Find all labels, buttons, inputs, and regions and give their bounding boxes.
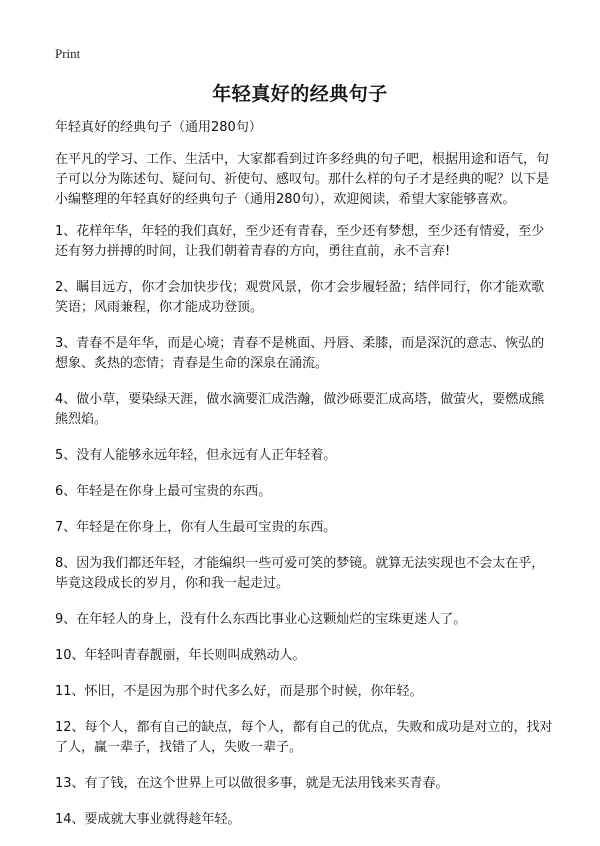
quote-item: 4、做小草，要染绿天涯，做水滴要汇成浩瀚，做沙砾要汇成高塔，做萤火，要燃成熊熊烈焰。 [55, 392, 545, 427]
print-link[interactable]: Print [55, 46, 81, 61]
quote-item: 9、在年轻人的身上，没有什么东西比事业心这颗灿烂的宝珠更迷人了。 [55, 612, 467, 627]
quote-item: 10、年轻叫青春靓丽，年长则叫成熟动人。 [55, 648, 306, 663]
quote-item: 3、青春不是年华，而是心境；青春不是桃面、丹唇、柔膝，而是深沉的意志、恢弘的想象、炙热的恋情；青春是生命的深泉在涌流。 [55, 336, 545, 371]
quote-item: 6、年轻是在你身上最可宝贵的东西。 [55, 484, 272, 499]
quote-item: 12、每个人，都有自己的缺点，每个人，都有自己的优点，失败和成功是对立的，找对了人，赢一辈子，找错了人，失败一辈子。 [55, 720, 553, 755]
quote-item: 11、怀旧，不是因为那个时代多么好，而是那个时候，你年轻。 [55, 684, 423, 699]
quote-item: 8、因为我们都还年轻，才能编织一些可爱可笑的梦镜。就算无法实现也不会太在乎，毕竟这段成长的岁月，你和我一起走过。 [55, 556, 545, 591]
page-title: 年轻真好的经典句子 [212, 83, 388, 105]
quote-item: 1、花样年华，年轻的我们真好，至少还有青春，至少还有梦想，至少还有情爱，至少还有努力拼搏的时间，让我们朝着青春的方向，勇往直前，永不言弃! [55, 224, 545, 259]
quote-item: 2、瞩目远方，你才会加快步伐；观赏风景，你才会步履轻盈；结伴同行，你才能欢歌笑语；风雨兼程，你才能成功登顶。 [55, 280, 545, 315]
quote-item: 7、年轻是在你身上，你有人生最可宝贵的东西。 [55, 520, 337, 535]
article-subtitle: 年轻真好的经典句子（通用280句） [55, 120, 262, 135]
article-body [55, 118, 555, 846]
quote-item: 5、没有人能够永远年轻，但永远有人正年轻着。 [55, 448, 337, 463]
intro-paragraph: 在平凡的学习、工作、生活中，大家都看到过许多经典的句子吧，根据用途和语气，句子可以分为陈述句、疑问句、祈使句、感叹句。那什么样的句子才是经典的呢？以下是小编整理的年轻真好的经典句子（通用280句），欢迎阅读，希望大家能够喜欢。 [55, 152, 550, 207]
quote-item: 14、要成就大事业就得趁年轻。 [55, 812, 241, 827]
quote-item: 13、有了钱，在这个世界上可以做很多事，就是无法用钱来买青春。 [55, 776, 449, 791]
